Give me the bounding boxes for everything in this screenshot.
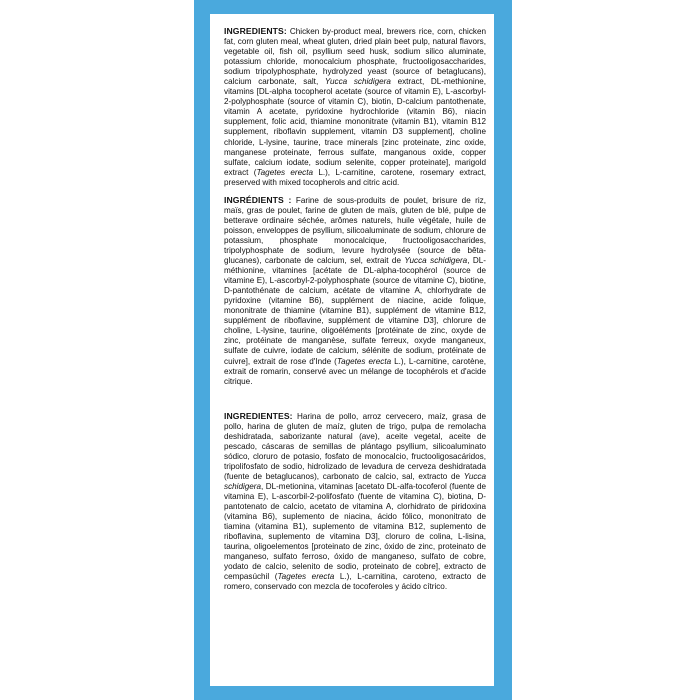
section-heading: INGREDIENTES: [224, 410, 293, 421]
ingredients-text: L.), L-carnitine, carotène, extrait de romarin, conservé avec un mélange de tocophérols et d'acide citrique. [224, 356, 486, 386]
ingredients-text: , DL-metionina, vitaminas [acetato DL-alfa-tocoferol (fuente de vitamina E), L-ascorbil-2-polifosfato (fuente de vitamina C), biotina, D-pantotenato de calcio, acetato de vitamina A, clorhidrato de piridoxina (vitamina B6), suplemento de niacina, ácido fólico, mononitrato de tiamina (vitamina B1), suplemento de vitamina B12, suplemento de riboflavina, suplemento de vitamina D3], cloruro de colina, L-lisina, taurina, oligoelementos [proteinato de zinc, óxido de zinc, proteinato de manganeso, sulfato ferroso, óxido de manganeso, sulfato de cobre, yodato de calcio, selenito de sodio, proteinato de cobre], extracto de cempasúchil ( [224, 481, 486, 582]
species-name: Yucca schidigera [224, 471, 486, 491]
section-heading: INGREDIENTS: [224, 26, 287, 36]
ingredients-content [224, 26, 486, 592]
species-name: Yucca schidigera [324, 77, 391, 87]
ingredients-text: L.), L-carnitina, caroteno, extracto de romero, conservado con mezcla de tocoferoles y ácido cítrico. [224, 572, 486, 592]
section-heading: INGRÉDIENTS : [224, 194, 292, 205]
ingredients-text: extract, DL-methionine, vitamins [DL-alpha tocopherol acetate (source of vitamin E), L-ascorbyl-2-polyphosphate (source of vitamin C), biotin, D-calcium pantothenate, vitamin A acetate, pyridoxine hydrochloride (vitamin B6), niacin supplement, folic acid, thiamine mononitrate (vitamin B1), vitamin B12 supplement, riboflavin supplement, vitamin D3 supplement], choline chloride, L-lysine, taurine, trace minerals [zinc proteinate, zinc oxide, manganese proteinate, ferrous sulfate, manganous oxide, copper sulfate, calcium iodate, sodium selenite, copper proteinate], marigold extract ( [224, 77, 486, 177]
species-name: Tagetes erecta [277, 572, 335, 582]
species-name: Yucca schidigera [404, 256, 468, 266]
ingredients-french [224, 195, 486, 387]
ingredients-text: Harina de pollo, arroz cervecero, maíz, grasa de pollo, harina de gluten de maíz, gluten de trigo, pulpa de remolacha deshidratada, saborizante natural (ave), aceite vegetal, aceite de pescado, cáscaras de semillas de plántago psyllium, silicoaluminato sódico, cloruro de potasio, fosfato de monocalcio, fructooligosacáridos, tripolifosfato de sodio, hidrolizado de levadura de cerveza deshidratada (fuente de betaglucanos), carbonato de calcio, sal, extracto de [224, 411, 486, 481]
ingredients-english [224, 26, 486, 188]
ingredients-text: Chicken by-product meal, brewers rice, corn, chicken fat, corn gluten meal, wheat gluten, dried plain beet pulp, natural flavors, vegetable oil, fish oil, psyllium seed husk, sodium silico aluminate, potassium chloride, monocalcium phosphate, fructooligosaccharides, sodium tripolyphosphate, hydrolyzed yeast (source of betaglucans), calcium carbonate, salt, [224, 27, 486, 87]
ingredients-text: Farine de sous-produits de poulet, brisure de riz, maïs, gras de poulet, farine de gluten de maïs, gluten de blé, pulpe de betterave ordinaire séchée, arômes naturels, huile végétale, huile de poisson, enveloppes de psyllium, silicoaluminate de sodium, chlorure de potassium, phosphate monocalcique, fructooligosaccharides, tripolyphosphate de sodium, levure hydrolysée (source de bêta-glucanes), carbonate de calcium, sel, extrait de [224, 195, 486, 266]
ingredients-label [210, 14, 494, 686]
ingredients-spanish [224, 411, 486, 593]
ingredients-text: , DL-méthionine, vitamines [acétate de DL-alpha-tocophérol (source de vitamine E), L-ascorbyl-2-polyphosphate (source de vitamine C), biotine, D-pantothénate de calcium, acétate de vitamine A, chlorhydrate de pyridoxine (vitamine B6), supplément de niacine, acide folique, mononitrate de thiamine (vitamine B1), supplément de vitamine B12, supplément de riboflavine, supplément de vitamine D3], chlorure de choline, L-lysine, taurine, oligoéléments [protéinate de zinc, oxyde de zinc, protéinate de manganèse, sulfate ferreux, oxyde manganeux, sulfate de cuivre, iodate de calcium, sélénite de sodium, protéinate de cuivre], extrait de rose d'Inde ( [224, 256, 486, 366]
ingredients-text: L.), L-carnitine, carotene, rosemary extract, preserved with mixed tocopherols and citric acid. [224, 167, 486, 187]
species-name: Tagetes erecta [336, 356, 392, 366]
species-name: Tagetes erecta [256, 167, 313, 177]
